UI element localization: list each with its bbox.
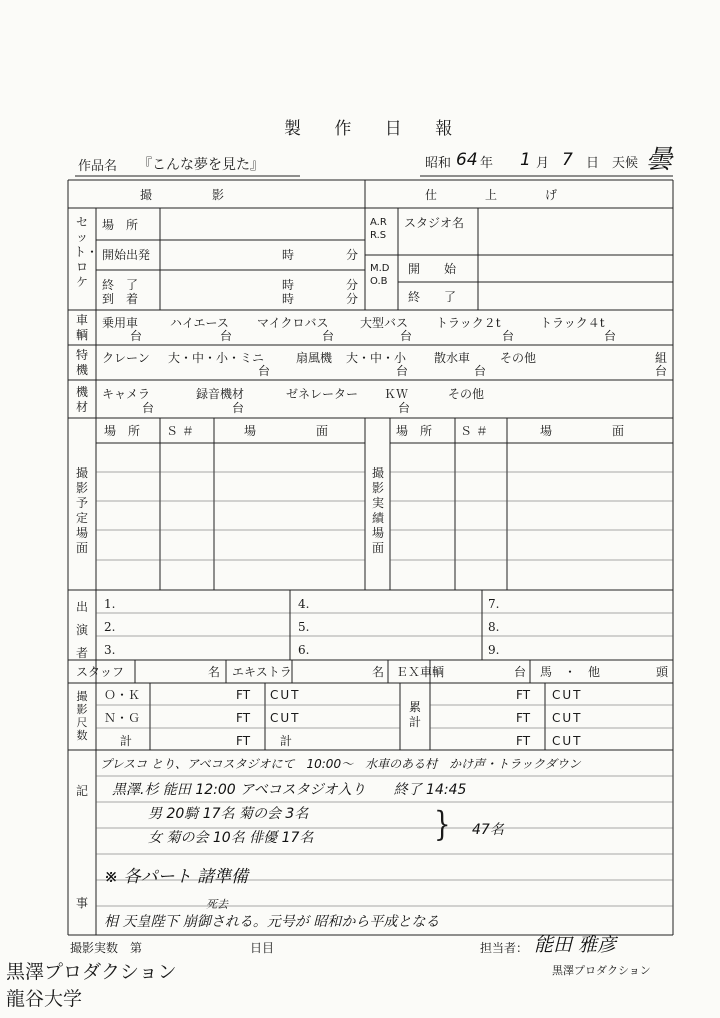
set-loc-label: セット・ロケ xyxy=(74,215,99,289)
ok-cut: CUT xyxy=(270,688,301,702)
special-unit: 台 xyxy=(258,364,271,378)
cum-cut-1: CUT xyxy=(552,688,583,702)
start-hour: 時 xyxy=(282,248,295,262)
note-inserted: 死去 xyxy=(206,898,228,911)
shooting-header: 撮 影 xyxy=(140,188,225,202)
month-unit: 月 xyxy=(536,156,550,171)
actual-scene-header: 場 面 xyxy=(540,424,625,438)
cast-label: 出演者 xyxy=(75,600,88,660)
vehicle-bigbus: 大型バス xyxy=(360,316,409,330)
weather-label: 天候 xyxy=(612,156,639,171)
actual-scenes-label: 撮影実績場面 xyxy=(371,466,384,555)
start-label: 開始出発 xyxy=(102,248,151,262)
ng-ft: FT xyxy=(236,711,251,725)
arrive-minute: 分 xyxy=(346,292,359,306)
special-crane-size: 大・中・小・ミニ xyxy=(168,351,265,365)
plan-place-header: 場 所 xyxy=(104,424,141,438)
month: 1 xyxy=(520,150,531,170)
shooting-days-label: 撮影実数 第 xyxy=(70,941,143,955)
vehicle-truck2t: トラック２t xyxy=(436,316,501,330)
total-ft: FT xyxy=(236,734,251,748)
vehicle-unit: 台 xyxy=(604,329,617,343)
vehicle-truck4t: トラック４t xyxy=(540,316,605,330)
ex-vehicle-label: ＥＸ車輌 xyxy=(396,665,445,679)
note-line-6: ※ 各パート 諸準備 xyxy=(104,867,249,887)
era: 昭和 xyxy=(425,156,452,171)
day-unit: 日 xyxy=(586,156,600,171)
work-name: 『こんな夢を見た』 xyxy=(138,157,264,173)
ex-vehicle-unit: 台 xyxy=(514,665,527,679)
mdob-label: M.D O.B xyxy=(370,263,390,287)
vehicle-hiace: ハイエース xyxy=(170,316,229,330)
watermark-line-1: 黒澤プロダクション xyxy=(6,961,177,983)
ars-label: A.R R.S xyxy=(370,217,387,241)
note-line-7: 相 天皇陛下 崩御される。元号が 昭和から平成となる xyxy=(104,914,440,930)
vehicle-unit: 台 xyxy=(322,329,335,343)
extra-label: エキストラ xyxy=(232,665,292,679)
studio-label: スタジオ名 xyxy=(404,216,465,230)
equip-unit: 台 xyxy=(398,401,411,415)
special-label: 特機 xyxy=(75,348,88,377)
footage-total: 計 xyxy=(120,734,133,748)
note-total: 47名 xyxy=(472,822,504,838)
special-unit: 台 xyxy=(655,364,668,378)
cast-6: 6. xyxy=(298,643,310,657)
arrive-hour: 時 xyxy=(282,292,295,306)
horse-unit: 頭 xyxy=(656,665,669,679)
start-minute: 分 xyxy=(346,248,359,262)
cast-3: 3. xyxy=(104,643,116,657)
day: 7 xyxy=(562,150,573,170)
equip-unit: 台 xyxy=(232,401,245,415)
cum-ft-1: FT xyxy=(516,688,531,702)
end-hour: 時 xyxy=(282,278,295,292)
staff-count-unit: 名 xyxy=(208,665,221,679)
special-water-truck: 散水車 xyxy=(434,351,471,365)
cum-ft-2: FT xyxy=(516,711,531,725)
note-line-3: 男 20騎 17名 菊の会 3名 xyxy=(148,806,309,822)
equip-sound: 録音機材 xyxy=(196,387,245,401)
end-label: 終 了 xyxy=(102,278,139,292)
year: 64 xyxy=(456,150,478,170)
weather: 曇 xyxy=(646,145,673,175)
equip-generator: ゼネレーター xyxy=(286,387,359,401)
cast-8: 8. xyxy=(488,620,500,634)
place-label: 場 所 xyxy=(102,218,139,232)
vehicle-unit: 台 xyxy=(400,329,413,343)
cast-5: 5. xyxy=(298,620,310,634)
cast-4: 4. xyxy=(298,597,310,611)
total-cut-label: 計 xyxy=(280,734,293,748)
special-fan: 扇風機 xyxy=(296,351,333,365)
notes-label-ji: 事 xyxy=(76,896,89,910)
cast-9: 9. xyxy=(488,643,500,657)
footage-ng: Ｎ・Ｇ xyxy=(104,711,141,725)
note-brace: } xyxy=(434,805,451,845)
equipment-label: 機材 xyxy=(75,385,88,414)
ok-ft: FT xyxy=(236,688,251,702)
special-fan-size: 大・中・小 xyxy=(346,351,407,365)
notes-label-ki: 記 xyxy=(76,784,89,798)
year-unit: 年 xyxy=(480,156,494,171)
vehicle-car: 乗用車 xyxy=(102,316,139,330)
planned-scenes-label: 撮影予定場面 xyxy=(75,466,88,555)
staff-label: スタッフ xyxy=(76,665,125,679)
vehicle-unit: 台 xyxy=(220,329,233,343)
cast-2: 2. xyxy=(104,620,116,634)
note-line-2: 黒澤.杉 能田 12:00 アベコスタジオ入り 終了 14:45 xyxy=(112,782,467,798)
work-name-label: 作品名 xyxy=(78,159,118,174)
cast-1: 1. xyxy=(104,597,116,611)
vehicle-microbus: マイクロバス xyxy=(257,316,329,330)
footage-label: 撮影尺数 xyxy=(76,690,88,742)
vehicles-label: 車輌 xyxy=(75,313,88,342)
special-kumi: 組 xyxy=(655,351,668,365)
person-label: 担当者： xyxy=(480,941,529,955)
note-line-4: 女 菊の会 10名 俳優 17名 xyxy=(148,830,314,846)
special-unit: 台 xyxy=(396,364,409,378)
company-name: 黒澤プロダクション xyxy=(552,964,651,977)
ng-cut: CUT xyxy=(270,711,301,725)
special-unit: 台 xyxy=(474,364,487,378)
actual-scene-no-header: Ｓ ＃ xyxy=(460,424,488,438)
plan-scene-no-header: Ｓ ＃ xyxy=(166,424,194,438)
equip-other: その他 xyxy=(448,387,485,401)
horse-label: 馬 ・ 他 xyxy=(540,665,601,679)
note-line-1: プレスコ とり、アベコスタジオにて 10:00〜 水車のある村 かけ声・トラックダウン xyxy=(100,757,581,771)
cumulative-label: 累計 xyxy=(408,700,421,729)
watermark-line-2: 龍谷大学 xyxy=(6,988,83,1010)
actual-place-header: 場 所 xyxy=(396,424,433,438)
equip-unit: 台 xyxy=(142,401,155,415)
cum-cut-3: CUT xyxy=(552,734,583,748)
cum-cut-2: CUT xyxy=(552,711,583,725)
form-title: 製 作 日 報 xyxy=(284,119,467,139)
footage-ok: Ｏ・Ｋ xyxy=(104,688,141,702)
extra-count-unit: 名 xyxy=(372,665,385,679)
special-crane: クレーン xyxy=(102,351,150,365)
vehicle-unit: 台 xyxy=(502,329,515,343)
cum-ft-3: FT xyxy=(516,734,531,748)
plan-scene-header: 場 面 xyxy=(244,424,329,438)
begin-label: 開 始 xyxy=(408,262,457,276)
end-minute: 分 xyxy=(346,278,359,292)
arrive-label: 到 着 xyxy=(102,292,139,306)
equip-camera: キャメラ xyxy=(102,387,151,401)
shooting-days-unit: 日目 xyxy=(250,941,275,955)
finish-label: 終 了 xyxy=(408,290,457,304)
special-other: その他 xyxy=(500,351,537,365)
cast-7: 7. xyxy=(488,597,500,611)
finishing-header: 仕 上 げ xyxy=(425,188,558,202)
vehicle-unit: 台 xyxy=(130,329,143,343)
person-name: 能田 雅彦 xyxy=(534,934,617,956)
equip-kw: ＫＷ xyxy=(384,387,409,401)
